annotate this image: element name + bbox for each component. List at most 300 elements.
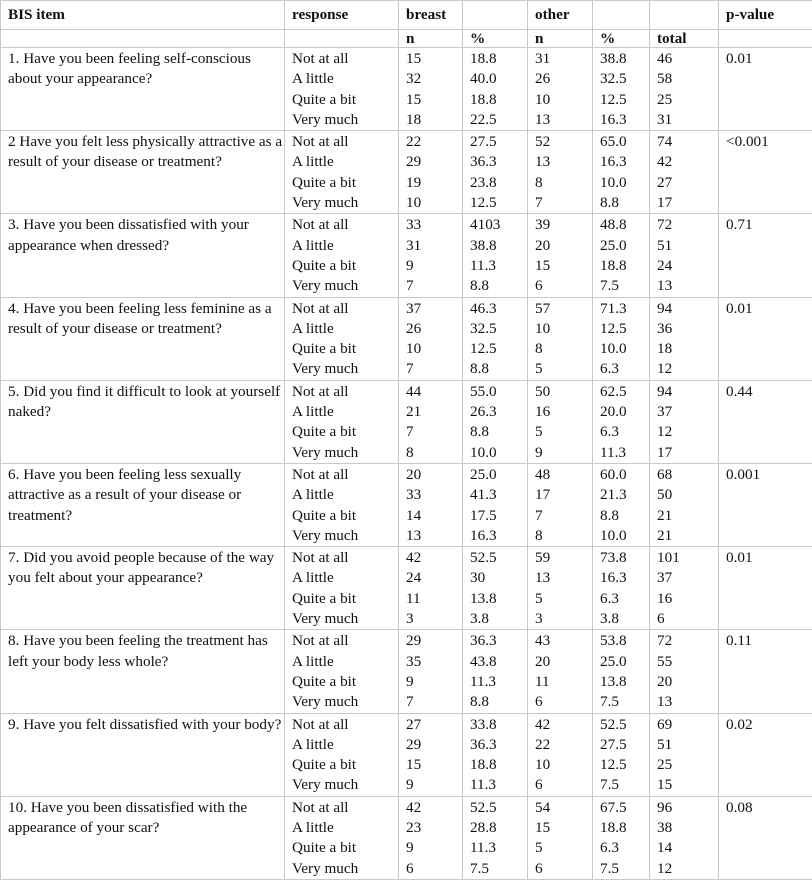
breast-n-value: 9: [406, 672, 462, 692]
total-value: 94: [657, 299, 718, 319]
breast-pct-cell: [463, 547, 528, 630]
other-n-cell: [528, 297, 593, 380]
breast-n-value: 9: [406, 838, 462, 858]
breast-pct-value: 10.0: [470, 443, 527, 463]
p-value-cell: 0.71: [719, 214, 812, 297]
other-pct-value: 10.0: [600, 526, 649, 546]
other-n-value: 13: [535, 568, 592, 588]
header-other: other: [528, 1, 593, 30]
breast-pct-cell: [463, 380, 528, 463]
total-value: 94: [657, 382, 718, 402]
breast-n-cell: [399, 713, 463, 796]
other-pct-cell: [593, 796, 650, 879]
breast-pct-value: 52.5: [470, 548, 527, 568]
other-pct-value: 60.0: [600, 465, 649, 485]
other-pct-value: 32.5: [600, 69, 649, 89]
other-pct-value: 10.0: [600, 339, 649, 359]
header-blank-3: [650, 1, 719, 30]
response-value: Quite a bit: [292, 506, 398, 526]
breast-n-value: 33: [406, 215, 462, 235]
breast-pct-value: 36.3: [470, 631, 527, 651]
other-pct-value: 25.0: [600, 652, 649, 672]
total-cell: [650, 380, 719, 463]
p-value-cell: 0.01: [719, 297, 812, 380]
other-n-value: 8: [535, 526, 592, 546]
response-value: Not at all: [292, 715, 398, 735]
total-cell: [650, 131, 719, 214]
breast-n-value: 29: [406, 735, 462, 755]
subheader-total: total: [650, 30, 719, 48]
breast-n-value: 20: [406, 465, 462, 485]
other-n-value: 26: [535, 69, 592, 89]
other-pct-value: 21.3: [600, 485, 649, 505]
other-n-cell: [528, 796, 593, 879]
response-value: Very much: [292, 110, 398, 130]
bis-item-label: 5. Did you find it difficult to look at yourself naked?: [1, 380, 285, 463]
table-row: [1, 796, 812, 879]
other-pct-value: 25.0: [600, 236, 649, 256]
other-n-value: 16: [535, 402, 592, 422]
response-value: Not at all: [292, 465, 398, 485]
breast-n-value: 35: [406, 652, 462, 672]
other-pct-value: 20.0: [600, 402, 649, 422]
other-n-value: 6: [535, 859, 592, 879]
breast-pct-cell: [463, 214, 528, 297]
other-n-value: 10: [535, 90, 592, 110]
breast-pct-value: 18.8: [470, 90, 527, 110]
breast-pct-value: 11.3: [470, 672, 527, 692]
other-pct-value: 71.3: [600, 299, 649, 319]
response-value: Not at all: [292, 132, 398, 152]
p-value-cell: 0.02: [719, 713, 812, 796]
other-pct-value: 7.5: [600, 859, 649, 879]
breast-pct-value: 52.5: [470, 798, 527, 818]
total-cell: [650, 297, 719, 380]
breast-pct-value: 41.3: [470, 485, 527, 505]
response-value: Quite a bit: [292, 90, 398, 110]
response-cell: [285, 297, 399, 380]
other-pct-value: 8.8: [600, 193, 649, 213]
breast-pct-value: 22.5: [470, 110, 527, 130]
breast-n-value: 10: [406, 193, 462, 213]
breast-n-value: 42: [406, 798, 462, 818]
breast-pct-value: 40.0: [470, 69, 527, 89]
breast-pct-value: 33.8: [470, 715, 527, 735]
breast-pct-value: 27.5: [470, 132, 527, 152]
breast-n-value: 27: [406, 715, 462, 735]
other-pct-cell: [593, 547, 650, 630]
table-row: [1, 131, 812, 214]
other-pct-value: 12.5: [600, 755, 649, 775]
subheader-other-n: n: [528, 30, 593, 48]
total-value: 25: [657, 90, 718, 110]
other-n-cell: [528, 214, 593, 297]
response-value: A little: [292, 402, 398, 422]
breast-n-value: 11: [406, 589, 462, 609]
total-cell: [650, 463, 719, 546]
header-blank-2: [593, 1, 650, 30]
response-value: Not at all: [292, 798, 398, 818]
response-value: A little: [292, 69, 398, 89]
header-row: [1, 1, 812, 30]
total-value: 17: [657, 443, 718, 463]
breast-pct-value: 11.3: [470, 838, 527, 858]
other-n-value: 5: [535, 359, 592, 379]
breast-n-value: 7: [406, 422, 462, 442]
breast-pct-value: 25.0: [470, 465, 527, 485]
breast-pct-value: 16.3: [470, 526, 527, 546]
response-cell: [285, 796, 399, 879]
breast-pct-value: 18.8: [470, 755, 527, 775]
other-n-value: 20: [535, 652, 592, 672]
other-n-value: 5: [535, 589, 592, 609]
breast-pct-cell: [463, 796, 528, 879]
p-value-cell: 0.11: [719, 630, 812, 713]
table-row: [1, 297, 812, 380]
bis-item-label: 6. Have you been feeling less sexually attractive as a result of your disease or treatment?: [1, 463, 285, 546]
breast-pct-cell: [463, 713, 528, 796]
breast-n-value: 7: [406, 692, 462, 712]
total-value: 13: [657, 276, 718, 296]
total-value: 13: [657, 692, 718, 712]
breast-n-cell: [399, 131, 463, 214]
other-pct-value: 7.5: [600, 276, 649, 296]
header-response: response: [285, 1, 399, 30]
other-pct-value: 13.8: [600, 672, 649, 692]
breast-n-value: 8: [406, 443, 462, 463]
total-value: 12: [657, 859, 718, 879]
subheader-row: [1, 30, 812, 48]
total-value: 96: [657, 798, 718, 818]
breast-pct-value: 55.0: [470, 382, 527, 402]
breast-n-value: 32: [406, 69, 462, 89]
breast-pct-value: 17.5: [470, 506, 527, 526]
other-n-value: 43: [535, 631, 592, 651]
p-value-cell: <0.001: [719, 131, 812, 214]
subheader-breast-n: n: [399, 30, 463, 48]
breast-n-value: 23: [406, 818, 462, 838]
response-value: Quite a bit: [292, 838, 398, 858]
response-value: Very much: [292, 526, 398, 546]
other-n-value: 8: [535, 173, 592, 193]
total-value: 15: [657, 775, 718, 795]
breast-n-value: 15: [406, 755, 462, 775]
total-value: 50: [657, 485, 718, 505]
other-pct-value: 38.8: [600, 49, 649, 69]
other-pct-cell: [593, 214, 650, 297]
other-pct-value: 53.8: [600, 631, 649, 651]
breast-pct-value: 12.5: [470, 339, 527, 359]
other-pct-value: 18.8: [600, 818, 649, 838]
breast-n-value: 42: [406, 548, 462, 568]
bis-item-label: 8. Have you been feeling the treatment has left your body less whole?: [1, 630, 285, 713]
total-cell: [650, 48, 719, 131]
breast-n-value: 37: [406, 299, 462, 319]
other-n-cell: [528, 630, 593, 713]
table-row: [1, 713, 812, 796]
total-cell: [650, 713, 719, 796]
other-n-value: 13: [535, 110, 592, 130]
total-value: 6: [657, 609, 718, 629]
breast-n-value: 29: [406, 152, 462, 172]
breast-pct-value: 3.8: [470, 609, 527, 629]
other-pct-value: 6.3: [600, 359, 649, 379]
header-breast: breast: [399, 1, 463, 30]
total-value: 24: [657, 256, 718, 276]
other-pct-value: 6.3: [600, 589, 649, 609]
response-value: A little: [292, 319, 398, 339]
other-pct-value: 27.5: [600, 735, 649, 755]
p-value-cell: 0.01: [719, 547, 812, 630]
response-value: A little: [292, 568, 398, 588]
breast-pct-value: 12.5: [470, 193, 527, 213]
p-value-cell: 0.001: [719, 463, 812, 546]
breast-pct-cell: [463, 630, 528, 713]
breast-n-cell: [399, 630, 463, 713]
total-cell: [650, 796, 719, 879]
other-n-value: 10: [535, 755, 592, 775]
other-pct-value: 7.5: [600, 692, 649, 712]
response-value: Not at all: [292, 631, 398, 651]
other-n-cell: [528, 131, 593, 214]
response-value: Very much: [292, 193, 398, 213]
table-row: [1, 214, 812, 297]
total-value: 21: [657, 506, 718, 526]
total-value: 68: [657, 465, 718, 485]
total-value: 37: [657, 568, 718, 588]
response-value: A little: [292, 236, 398, 256]
response-value: Quite a bit: [292, 755, 398, 775]
total-value: 42: [657, 152, 718, 172]
breast-n-value: 10: [406, 339, 462, 359]
other-pct-value: 16.3: [600, 152, 649, 172]
other-pct-value: 12.5: [600, 319, 649, 339]
bis-item-label: 2 Have you felt less physically attractive as a result of your disease or treatment?: [1, 131, 285, 214]
other-n-value: 6: [535, 775, 592, 795]
p-value-cell: 0.01: [719, 48, 812, 131]
breast-n-value: 19: [406, 173, 462, 193]
breast-n-cell: [399, 297, 463, 380]
other-n-value: 42: [535, 715, 592, 735]
response-value: Quite a bit: [292, 339, 398, 359]
other-n-value: 54: [535, 798, 592, 818]
other-pct-cell: [593, 48, 650, 131]
breast-pct-value: 30: [470, 568, 527, 588]
header-p-value: p-value: [719, 1, 812, 30]
total-value: 46: [657, 49, 718, 69]
other-n-value: 6: [535, 276, 592, 296]
bis-item-label: 9. Have you felt dissatisfied with your body?: [1, 713, 285, 796]
breast-pct-value: 23.8: [470, 173, 527, 193]
breast-n-value: 7: [406, 276, 462, 296]
response-value: Very much: [292, 775, 398, 795]
other-pct-value: 12.5: [600, 90, 649, 110]
bis-item-label: 10. Have you been dissatisfied with the appearance of your scar?: [1, 796, 285, 879]
response-cell: [285, 214, 399, 297]
response-cell: [285, 48, 399, 131]
subheader-blank-response: [285, 30, 399, 48]
total-cell: [650, 214, 719, 297]
breast-pct-value: 8.8: [470, 422, 527, 442]
other-n-value: 15: [535, 818, 592, 838]
total-value: 20: [657, 672, 718, 692]
breast-n-value: 26: [406, 319, 462, 339]
response-cell: [285, 630, 399, 713]
response-value: Quite a bit: [292, 422, 398, 442]
total-value: 101: [657, 548, 718, 568]
breast-pct-value: 4103: [470, 215, 527, 235]
breast-pct-value: 11.3: [470, 256, 527, 276]
total-value: 12: [657, 359, 718, 379]
other-n-value: 59: [535, 548, 592, 568]
response-value: A little: [292, 152, 398, 172]
other-n-value: 13: [535, 152, 592, 172]
breast-pct-value: 36.3: [470, 735, 527, 755]
breast-pct-value: 26.3: [470, 402, 527, 422]
total-value: 58: [657, 69, 718, 89]
other-n-value: 7: [535, 506, 592, 526]
breast-pct-value: 8.8: [470, 359, 527, 379]
total-value: 72: [657, 631, 718, 651]
response-value: Very much: [292, 359, 398, 379]
other-n-value: 31: [535, 49, 592, 69]
subheader-other-pct: %: [593, 30, 650, 48]
breast-n-cell: [399, 48, 463, 131]
table-row: [1, 630, 812, 713]
other-pct-value: 6.3: [600, 422, 649, 442]
other-n-value: 52: [535, 132, 592, 152]
table-row: [1, 547, 812, 630]
total-value: 72: [657, 215, 718, 235]
other-pct-cell: [593, 713, 650, 796]
response-cell: [285, 547, 399, 630]
breast-n-value: 15: [406, 90, 462, 110]
response-cell: [285, 713, 399, 796]
total-value: 74: [657, 132, 718, 152]
breast-n-value: 9: [406, 775, 462, 795]
breast-pct-value: 13.8: [470, 589, 527, 609]
breast-n-value: 21: [406, 402, 462, 422]
response-value: Not at all: [292, 49, 398, 69]
other-n-value: 39: [535, 215, 592, 235]
other-pct-value: 8.8: [600, 506, 649, 526]
breast-pct-cell: [463, 48, 528, 131]
p-value-cell: 0.08: [719, 796, 812, 879]
response-value: Not at all: [292, 548, 398, 568]
other-pct-value: 3.8: [600, 609, 649, 629]
breast-pct-cell: [463, 131, 528, 214]
other-pct-value: 16.3: [600, 568, 649, 588]
breast-pct-value: 18.8: [470, 49, 527, 69]
total-cell: [650, 630, 719, 713]
other-pct-value: 48.8: [600, 215, 649, 235]
response-value: Not at all: [292, 382, 398, 402]
other-n-value: 57: [535, 299, 592, 319]
total-value: 69: [657, 715, 718, 735]
other-pct-value: 73.8: [600, 548, 649, 568]
breast-n-value: 29: [406, 631, 462, 651]
other-pct-cell: [593, 630, 650, 713]
table-row: [1, 48, 812, 131]
response-value: A little: [292, 485, 398, 505]
breast-n-value: 14: [406, 506, 462, 526]
other-pct-value: 18.8: [600, 256, 649, 276]
breast-pct-value: 43.8: [470, 652, 527, 672]
other-n-value: 50: [535, 382, 592, 402]
total-value: 51: [657, 735, 718, 755]
total-value: 12: [657, 422, 718, 442]
total-value: 16: [657, 589, 718, 609]
total-value: 38: [657, 818, 718, 838]
total-cell: [650, 547, 719, 630]
total-value: 17: [657, 193, 718, 213]
breast-pct-value: 38.8: [470, 236, 527, 256]
breast-pct-value: 8.8: [470, 276, 527, 296]
other-pct-value: 16.3: [600, 110, 649, 130]
header-bis-item: BIS item: [1, 1, 285, 30]
bis-item-label: 7. Did you avoid people because of the way you felt about your appearance?: [1, 547, 285, 630]
breast-pct-value: 7.5: [470, 859, 527, 879]
response-value: Very much: [292, 276, 398, 296]
total-value: 31: [657, 110, 718, 130]
other-n-value: 5: [535, 838, 592, 858]
other-n-cell: [528, 48, 593, 131]
total-value: 51: [657, 236, 718, 256]
breast-n-value: 3: [406, 609, 462, 629]
other-n-value: 17: [535, 485, 592, 505]
other-n-value: 5: [535, 422, 592, 442]
other-n-value: 20: [535, 236, 592, 256]
other-pct-value: 62.5: [600, 382, 649, 402]
response-value: Quite a bit: [292, 672, 398, 692]
breast-n-value: 22: [406, 132, 462, 152]
other-pct-value: 7.5: [600, 775, 649, 795]
total-value: 14: [657, 838, 718, 858]
p-value-cell: 0.44: [719, 380, 812, 463]
total-value: 27: [657, 173, 718, 193]
breast-pct-value: 46.3: [470, 299, 527, 319]
breast-n-cell: [399, 214, 463, 297]
breast-n-value: 33: [406, 485, 462, 505]
header-blank-1: [463, 1, 528, 30]
subheader-blank-item: [1, 30, 285, 48]
subheader-blank-p: [719, 30, 812, 48]
breast-n-value: 13: [406, 526, 462, 546]
response-value: Quite a bit: [292, 589, 398, 609]
breast-pct-value: 28.8: [470, 818, 527, 838]
response-value: A little: [292, 735, 398, 755]
other-n-value: 48: [535, 465, 592, 485]
breast-n-cell: [399, 380, 463, 463]
other-n-value: 3: [535, 609, 592, 629]
total-value: 25: [657, 755, 718, 775]
total-value: 36: [657, 319, 718, 339]
response-cell: [285, 131, 399, 214]
total-value: 55: [657, 652, 718, 672]
breast-pct-cell: [463, 297, 528, 380]
response-value: Very much: [292, 692, 398, 712]
response-value: Not at all: [292, 215, 398, 235]
other-n-value: 10: [535, 319, 592, 339]
other-pct-cell: [593, 131, 650, 214]
other-pct-value: 67.5: [600, 798, 649, 818]
breast-n-value: 7: [406, 359, 462, 379]
bis-item-label: 3. Have you been dissatisfied with your appearance when dressed?: [1, 214, 285, 297]
breast-n-value: 44: [406, 382, 462, 402]
response-cell: [285, 380, 399, 463]
response-value: Not at all: [292, 299, 398, 319]
breast-pct-value: 11.3: [470, 775, 527, 795]
